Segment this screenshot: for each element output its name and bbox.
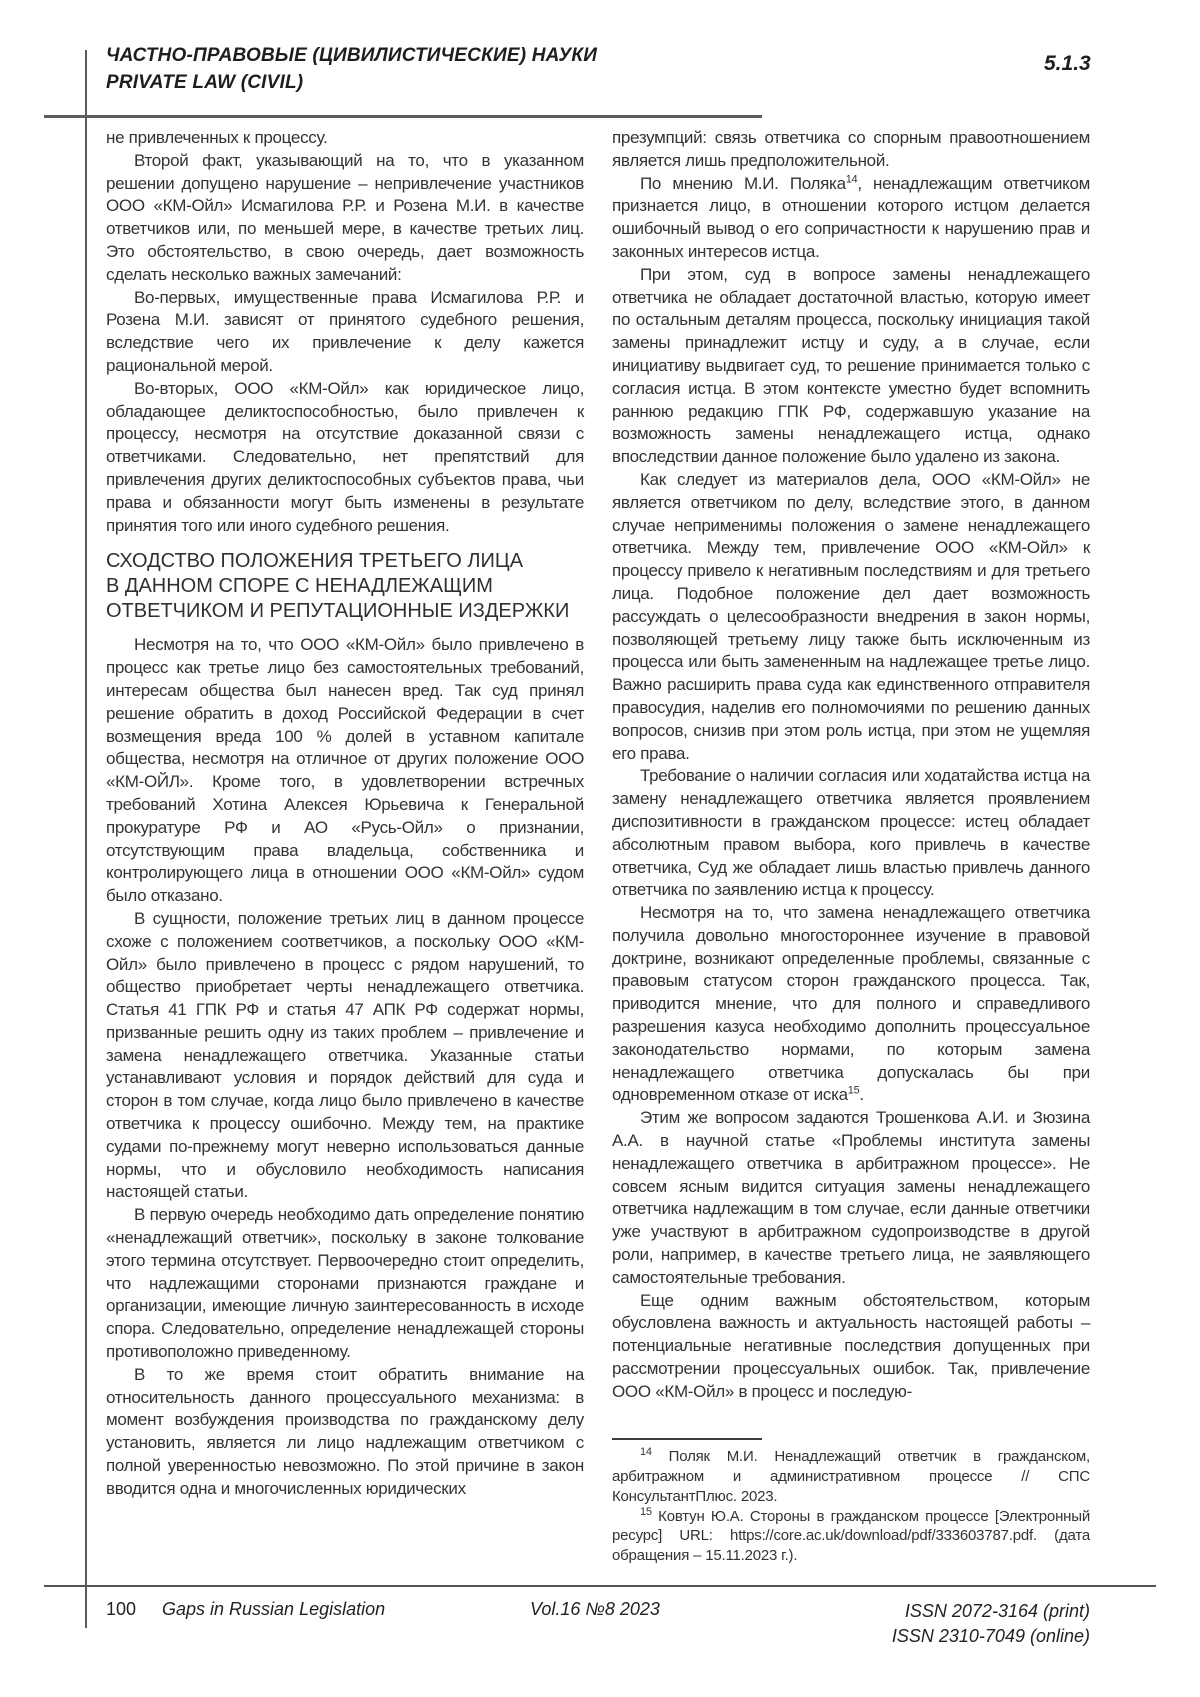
section-heading: СХОДСТВО ПОЛОЖЕНИЯ ТРЕТЬЕГО ЛИЦА В ДАННОМ СПОРЕ С НЕНАДЛЕЖАЩИМ ОТВЕТЧИКОМ И РЕПУТАЦИОННЫЕ ИЗДЕРЖКИ: [106, 550, 570, 623]
paragraph: Во-первых, имущественные права Исмагилова Р.Р. и Розена М.И. зависят от принятого судебного решения, вследствие чего их привлечение к делу кажется рациональной мерой.: [106, 287, 584, 375]
left-column-top: [106, 127, 584, 537]
paragraph: Как следует из материалов дела, ООО «КМ-Ойл» не является ответчиком по делу, вследствие этого, в данном случае неприменимы положения о замене ненадлежащего ответчика. Между тем, привлечение ООО «КМ-Ойл» к процессу привело к негативным последствиям и для третьего лица. Подобное положение дел дает возможность рассуждать о целесообразности внедрения в закон нормы, позволяющей третьему лицу также быть исключенным из процесса или быть замененным на надлежащее третье лицо. Важно расширить права суда как единственного отправителя правосудия, наделив его полномочиями по решению данных вопросов, снизив при этом роль истца, при этом не ущемляя его права.: [612, 469, 1090, 763]
footnote: $^{15}$ Ковтун Ю.А. Стороны в гражданском процессе [Электронный ресурс] URL: https://core.ac.uk/download/pdf/333603787.pdf. (дата обращения – 15.11.2023 г.).: [612, 1505, 1090, 1565]
running-head-rubric-en: PRIVATE LAW (CIVIL): [106, 72, 304, 93]
page-number: 100: [106, 1599, 137, 1619]
paragraph: Этим же вопросом задаются Трошенкова А.И. и Зюзина А.А. в научной статье «Проблемы института замены ненадлежащего ответчика в арбитражном процессе». Не совсем ясным видится ситуация замены ненадлежащего ответчика надлежащим в том случае, если данные ответчики уже участвуют в арбитражном судопроизводстве в другой роли, например, в качестве третьего лица, не заявляющего самостоятельные требования.: [612, 1108, 1090, 1287]
left-column: [106, 127, 584, 1566]
issn-online: ISSN 2310-7049 (online): [891, 1626, 1090, 1646]
paragraph: Второй факт, указывающий на то, что в указанном решении допущено нарушение – непривлечение участников ООО «КМ-Ойл» Исмагилова Р.Р. и Розена М.И. в качестве ответчиков или, по меньшей мере, в качестве третьих лиц. Это обстоятельство, в свою очередь, дает возможность сделать несколько важных замечаний:: [106, 150, 584, 284]
footnote-marker: 14: [640, 1446, 652, 1459]
paragraph: В то же время стоит обратить внимание на относительность данного процессуального механизма: в момент возбуждения производства по гражданскому делу установить, является ли лицо надлежащим ответчиком с полной уверенностью невозможно. По этой причине в закон вводится одна и многочисленных юридических: [106, 1364, 584, 1498]
footnote: $^{14}$ Поляк М.И. Ненадлежащий ответчик в гражданском, арбитражном и административном процессе // СПС КонсультантПлюс. 2023.: [612, 1446, 1090, 1505]
footnote-separator-rule: [612, 1438, 762, 1441]
left-column-bottom: [106, 634, 584, 1500]
paragraph: При этом, суд в вопросе замены ненадлежащего ответчика не обладает достаточной властью, которую имеет по остальным деталям процесса, поскольку инициация такой замены принадлежит истцу и суду, а в случае, если инициативу выдвигает суд, то решение принимается только с согласия истца. В этом контексте уместно будет вспомнить раннюю редакцию ГПК РФ, содержавшую указание на возможность замены ненадлежащего истца, однако впоследствии данное положение было удалено из закона.: [612, 264, 1090, 467]
section-code: 5.1.3: [1044, 52, 1091, 75]
footnotes-block: [612, 1438, 1090, 1566]
footnote-list: [612, 1447, 1090, 1566]
journal-title: Gaps in Russian Legislation: [162, 1599, 386, 1619]
paragraph: Несмотря на то, что ООО «КМ-Ойл» было привлечено в процесс как третье лицо без самостоятельных требований, интересам общества был нанесен вред. Так суд принял решение обратить в доход Российской Федерации в счет возмещения вреда 100 % долей в уставном капитале общества, несмотря на отличное от других положение ООО «КМ-ОЙЛ». Кроме того, в удовлетворении встречных требований Хотина Алексея Юрьевича к Генеральной прокуратуре РФ и АО «Русь-Ойл» о признании, отсутствующим права владельца, собственника и контролирующего лица в отношении ООО «КМ-Ойл» судом было отказано.: [106, 635, 584, 906]
volume-issue: Vol.16 №8 2023: [530, 1599, 660, 1619]
footnote-ref: 15: [847, 1084, 860, 1097]
paragraph: не привлеченных к процессу.: [106, 128, 328, 147]
footer-rule: [44, 1585, 1156, 1587]
paragraph: В первую очередь необходимо дать определение понятию «ненадлежащий ответчик», поскольку в законе толкование этого термина отсутствует. Первоочередно стоит определить, что надлежащими сторонами признаются граждане и организации, имеющие личную заинтересованность в исходе спора. Следовательно, определение ненадлежащей стороны противоположно приведенному.: [106, 1205, 584, 1362]
page-footer: [106, 1597, 1090, 1657]
issn-print: ISSN 2072-3164 (print): [904, 1601, 1090, 1621]
paragraph: Еще одним важным обстоятельством, которым обусловлена важность и актуальность настоящей работы – потенциальные негативные последствия допущенных при рассмотрении процессуальных ошибок. Так, привлечение ООО «КМ-Ойл» в процесс и последую-: [612, 1290, 1090, 1401]
article-body: [106, 127, 1090, 1566]
paragraph: Несмотря на то, что замена ненадлежащего ответчика получила довольно многостороннее изучение в правовой доктрине, возникают определенные проблемы, связанные с правовым статусом сторон гражданского процесса. Так, приводится мнение, что для полного и справедливого разрешения казуса необходимо дополнить процессуальное законодательство нормами, по которым замена ненадлежащего ответчика допускалась бы при одновременном отказе от иска$^{15}$.: [612, 903, 1090, 1105]
paragraph: По мнению М.И. Поляка$^{14}$, ненадлежащим ответчиком признается лицо, в отношении которого истцом делается ошибочный вывод о его сопричастности к нарушению прав и законных интересов истца.: [612, 172, 1090, 261]
running-head: [106, 42, 597, 96]
right-column-text: [612, 127, 1090, 1404]
footnote-ref: 14: [845, 172, 858, 185]
header-rule: [44, 115, 762, 118]
paragraph: презумпций: связь ответчика со спорным правоотношением является лишь предположительной.: [612, 128, 1090, 170]
issn-block: [892, 1599, 1090, 1649]
right-column: [612, 127, 1090, 1566]
paragraph: В сущности, положение третьих лиц в данном процессе схоже с положением соответчиков, а поскольку ООО «КМ-Ойл» было привлечено в процесс с рядом нарушений, то общество приобретает черты ненадлежащего ответчика. Статья 41 ГПК РФ и статья 47 АПК РФ содержат нормы, призванные решить одну из таких проблем – привлечение и замена ненадлежащего ответчика. Указанные статьи устанавливают условия и порядок действий для суда и сторон в том случае, когда лицо было привлечено в качестве ответчика к процессу ошибочно. Между тем, на практике судами по-прежнему могут неверно использоваться данные нормы, что и обусловило необходимость написания настоящей статьи.: [106, 908, 584, 1202]
footnote-marker: 15: [640, 1505, 652, 1518]
paragraph: Требование о наличии согласия или ходатайства истца на замену ненадлежащего ответчика является проявлением диспозитивности в гражданском процессе: истец обладает абсолютным правом выбора, кого привлечь в качестве ответчика, Суд же обладает лишь властью привлечь данного ответчика по заявлению истца к процессу.: [612, 766, 1090, 900]
running-head-rubric-ru: ЧАСТНО-ПРАВОВЫЕ (ЦИВИЛИСТИЧЕСКИЕ) НАУКИ: [106, 45, 598, 66]
paragraph: Во-вторых, ООО «КМ-Ойл» как юридическое лицо, обладающее деликтоспособностью, было привлечен к процессу, несмотря на отсутствие доказанной связи с ответчиками. Следовательно, нет препятствий для привлечения других деликтоспособных субъектов права, чьи права и обязанности могут быть изменены в результате принятия того или иного судебного решения.: [106, 378, 584, 535]
left-margin-rule: [85, 50, 87, 1628]
